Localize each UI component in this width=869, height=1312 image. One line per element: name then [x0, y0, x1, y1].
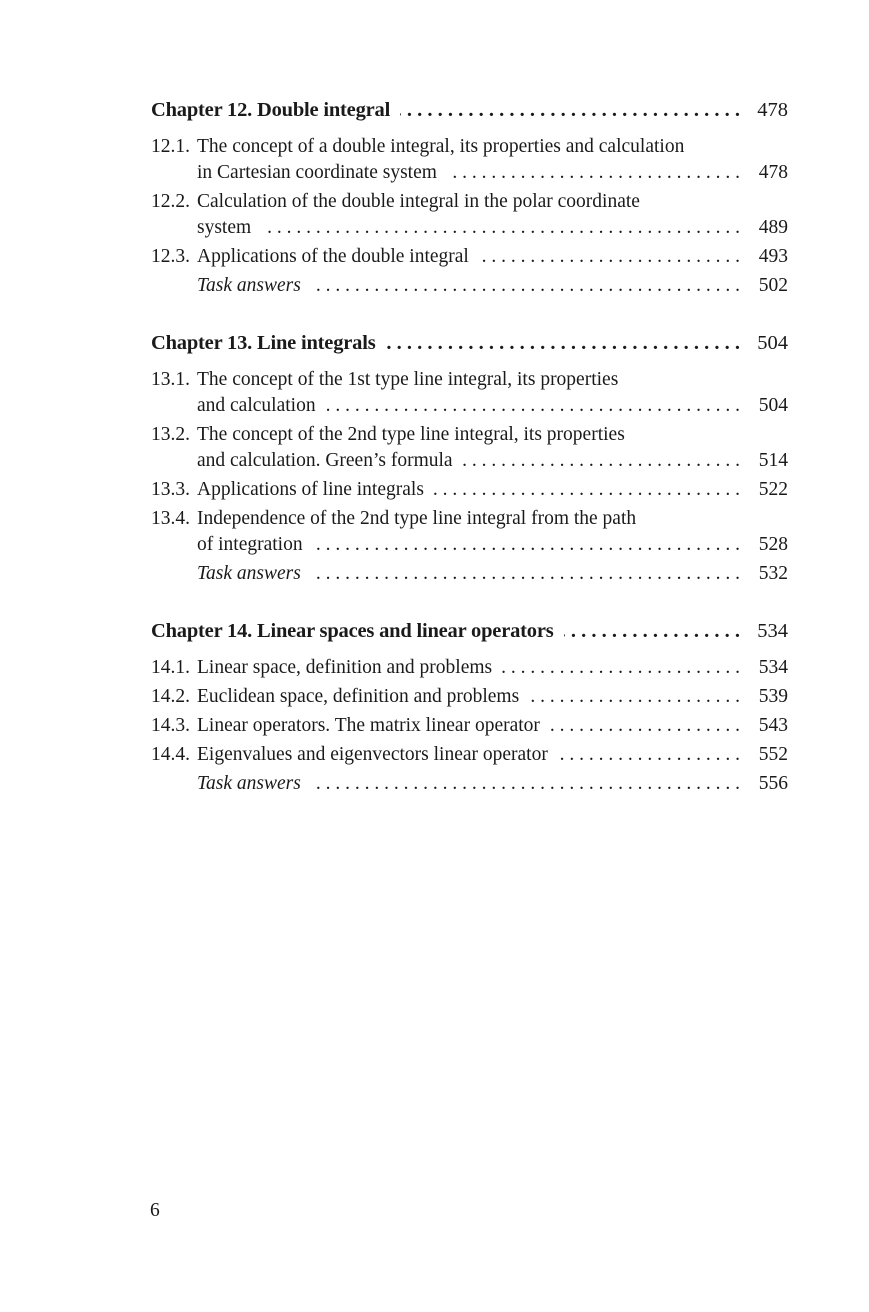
dot-leader — [400, 96, 740, 124]
section-title-line2: and calculation. Green’s formula — [197, 450, 453, 471]
page-number: 6 — [150, 1200, 160, 1221]
task-answers-entry[interactable] — [151, 561, 788, 587]
chapter-page: 504 — [757, 332, 788, 354]
section-title-line2: system — [197, 217, 252, 238]
section-page: 504 — [758, 395, 788, 416]
table-of-contents — [151, 96, 788, 827]
task-answers-label: Task answers — [197, 563, 301, 584]
dot-leader — [434, 477, 740, 503]
section-title: Applications of line integrals — [197, 479, 424, 500]
chapter-title: Chapter 14. Linear spaces and linear operators — [151, 620, 554, 642]
dot-leader — [463, 448, 740, 474]
section-title: Eigenvalues and eigenvectors linear operator — [197, 744, 548, 765]
section-title-line1: The concept of the 2nd type line integral, its properties — [197, 424, 625, 445]
section-number: 13.1. — [151, 369, 190, 390]
section-number: 13.2. — [151, 424, 190, 445]
section-page: 552 — [758, 744, 788, 765]
section-title: Linear space, definition and problems — [197, 657, 493, 678]
section-number: 14.2. — [151, 686, 190, 707]
section-page: 543 — [758, 715, 788, 736]
section-title-line1: Calculation of the double integral in the polar coordinate — [197, 191, 640, 212]
toc-entry[interactable] — [151, 244, 788, 270]
section-page: 528 — [758, 534, 788, 555]
dot-leader — [261, 215, 740, 241]
section-number: 13.4. — [151, 508, 190, 529]
toc-entry[interactable] — [151, 134, 788, 186]
chapter-heading[interactable] — [151, 617, 788, 645]
task-answers-label: Task answers — [197, 773, 301, 794]
toc-entry[interactable] — [151, 684, 788, 710]
dot-leader — [311, 273, 740, 299]
dot-leader — [558, 742, 740, 768]
section-title-line1: Independence of the 2nd type line integral from the path — [197, 508, 637, 529]
section-page: 534 — [758, 657, 788, 678]
section-number: 14.1. — [151, 657, 190, 678]
toc-entry[interactable] — [151, 189, 788, 241]
section-title-line1: The concept of the 1st type line integral, its properties — [197, 369, 619, 390]
toc-entry[interactable] — [151, 742, 788, 768]
section-title: Euclidean space, definition and problems — [197, 686, 520, 707]
section-title-line2: of integration — [197, 534, 303, 555]
section-number: 12.2. — [151, 191, 190, 212]
chapter-page: 478 — [757, 99, 788, 121]
section-page: 532 — [758, 563, 788, 584]
section-title-line2: and calculation — [197, 395, 316, 416]
chapter-heading[interactable] — [151, 96, 788, 124]
section-page: 493 — [758, 246, 788, 267]
toc-entry[interactable] — [151, 477, 788, 503]
section-number: 12.1. — [151, 136, 190, 157]
chapter-13 — [151, 329, 788, 587]
chapter-12 — [151, 96, 788, 299]
section-title-line2: in Cartesian coordinate system — [197, 162, 437, 183]
chapter-heading[interactable] — [151, 329, 788, 357]
section-number: 14.4. — [151, 744, 190, 765]
dot-leader — [550, 713, 740, 739]
section-page: 502 — [758, 275, 788, 296]
section-title: Linear operators. The matrix linear operator — [197, 715, 540, 736]
dot-leader — [311, 771, 740, 797]
dot-leader — [385, 329, 740, 357]
toc-entry[interactable] — [151, 655, 788, 681]
section-page: 522 — [758, 479, 788, 500]
section-page: 539 — [758, 686, 788, 707]
section-page: 489 — [758, 217, 788, 238]
section-title-line1: The concept of a double integral, its properties and calculation — [197, 136, 685, 157]
section-number: 14.3. — [151, 715, 190, 736]
section-page: 514 — [758, 450, 788, 471]
toc-entry[interactable] — [151, 367, 788, 419]
chapter-title: Chapter 12. Double integral — [151, 99, 391, 121]
section-title: Applications of the double integral — [197, 246, 469, 267]
task-answers-entry[interactable] — [151, 771, 788, 797]
section-number: 12.3. — [151, 246, 190, 267]
dot-leader — [564, 617, 740, 645]
dot-leader — [447, 160, 740, 186]
section-number: 13.3. — [151, 479, 190, 500]
dot-leader — [502, 655, 740, 681]
toc-entry[interactable] — [151, 506, 788, 558]
dot-leader — [311, 561, 740, 587]
task-answers-entry[interactable] — [151, 273, 788, 299]
chapter-title: Chapter 13. Line integrals — [151, 332, 376, 354]
section-page: 556 — [758, 773, 788, 794]
toc-entry[interactable] — [151, 713, 788, 739]
dot-leader — [479, 244, 740, 270]
dot-leader — [326, 393, 740, 419]
dot-leader — [313, 532, 740, 558]
task-answers-label: Task answers — [197, 275, 301, 296]
section-page: 478 — [758, 162, 788, 183]
toc-entry[interactable] — [151, 422, 788, 474]
chapter-page: 534 — [757, 620, 788, 642]
dot-leader — [529, 684, 740, 710]
chapter-14 — [151, 617, 788, 797]
